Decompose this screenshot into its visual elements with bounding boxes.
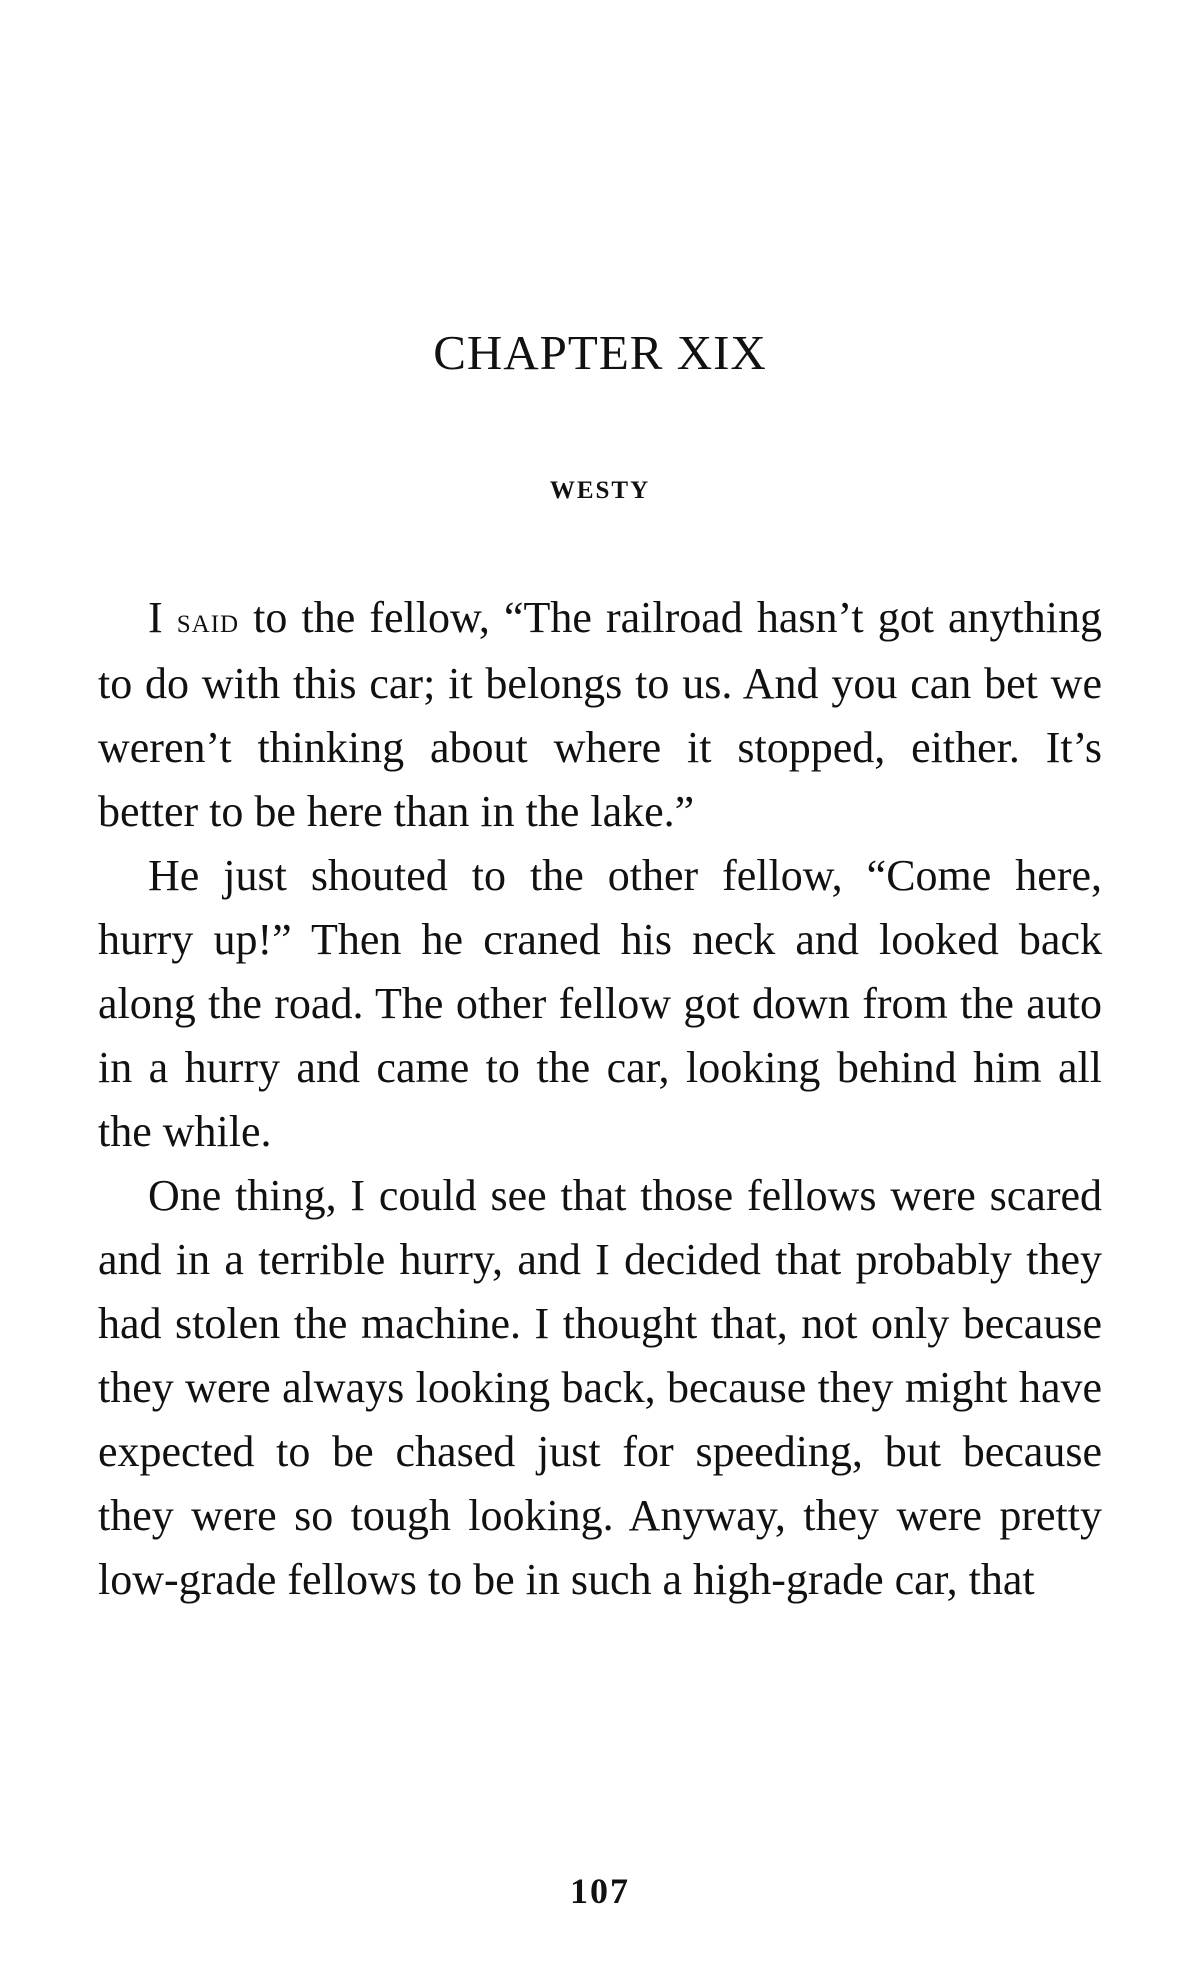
paragraph xyxy=(98,1164,1102,1612)
paragraph-text: One thing, I could see that those fellows were scared and in a terrible hurry, and I decided that probably they had stolen the machine. I thought that, not only because they were always looking back, because they might have expected to be chased just for speeding, but because they were so tough looking. Anyway, they were pretty low-grade fellows to be in such a high-grade car, that xyxy=(98,1171,1102,1604)
paragraph-text: He just shouted to the other fellow, “Come here, hurry up!” Then he craned his neck and looked back along the road. The other fellow got down from the auto in a hurry and came to the car, looking behind him all the while. xyxy=(98,851,1102,1156)
chapter-title: WESTY xyxy=(549,477,651,504)
paragraph xyxy=(98,586,1102,844)
paragraph-lead: I xyxy=(148,593,177,642)
paragraph xyxy=(98,844,1102,1164)
body-text xyxy=(98,586,1102,1612)
paragraph-smallcaps: said xyxy=(176,600,240,640)
page-number: 107 xyxy=(570,1871,630,1911)
chapter-heading: CHAPTER XIX xyxy=(433,325,767,380)
paragraph-text: to the fellow, “The railroad hasn’t got anything to do with this car; it belongs to us. And you can bet we weren’t thinking about where it stopped, either. It’s better to be here than in the lake.” xyxy=(98,593,1103,836)
